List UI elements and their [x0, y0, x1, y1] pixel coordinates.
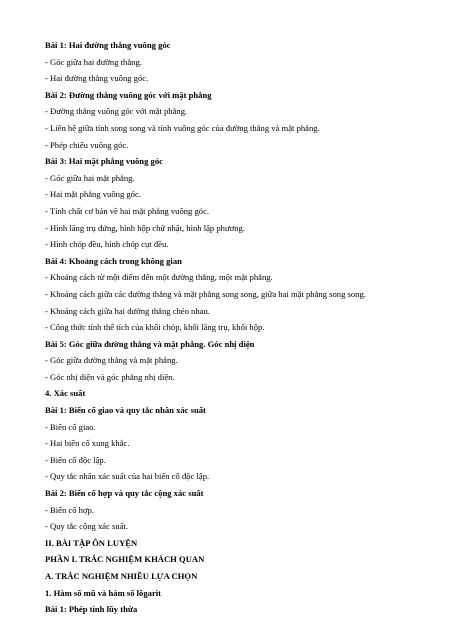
list-item: - Hai mặt phẳng vuông góc. [45, 189, 141, 200]
list-item: - Góc giữa hai đường thẳng. [45, 56, 142, 67]
list-item: - Góc nhị diện và góc phẳng nhị diện. [45, 371, 175, 382]
list-item: - Biến cố độc lập. [45, 454, 106, 465]
list-item: - Khoảng cách giữa các đường thẳng và mặt phẳng song song, giữa hai mặt phẳng song song. [45, 288, 366, 299]
list-item: - Đường thẳng vuông góc với mặt phẳng. [45, 106, 188, 117]
heading-bai-1-hai-duong-thang: Bài 1: Hai đường thẳng vuông góc [45, 40, 171, 50]
heading-bai-1-bien-co-giao: Bài 1: Biến cố giao và quy tắc nhân xác suất [45, 405, 206, 416]
list-item: - Biến cố hợp. [45, 504, 94, 515]
list-item: - Hình chóp đều, hình chóp cụt đều. [45, 239, 169, 250]
list-item: - Góc giữa đường thẳng và mặt phẳng. [45, 355, 178, 366]
list-item: - Khoảng cách từ một điểm đến một đường thẳng, một mặt phẳng. [45, 272, 273, 283]
list-item: - Khoảng cách giữa hai đường thẳng chéo nhau. [45, 305, 210, 316]
list-item: - Liên hệ giữa tính song song và tính vuông góc của đường thẳng và mặt phẳng. [45, 122, 320, 133]
heading-bai-4-khoang-cach: Bài 4: Khoảng cách trong không gian [45, 255, 182, 266]
section-heading-xac-suat: 4. Xác suất [45, 388, 86, 399]
list-item: - Biến cố giao. [45, 421, 96, 432]
section-heading-trac-nghiem-nhieu-lua-chon: A. TRẮC NGHIỆM NHIỀU LỰA CHỌN [45, 571, 198, 581]
list-item: - Hai đường thẳng vuông góc. [45, 73, 149, 84]
list-item: - Hai biến cố xung khắc. [45, 438, 130, 449]
list-item: - Tính chất cơ bản về hai mặt phẳng vuông góc. [45, 205, 210, 216]
heading-bai-2-bien-co-hop: Bài 2: Biến cố hợp và quy tắc cộng xác suất [45, 488, 204, 499]
list-item: - Hình lăng trụ đứng, hình hộp chữ nhật, hình lập phương. [45, 222, 245, 233]
section-heading-phan-1: PHẦN I. TRẮC NGHIỆM KHÁCH QUAN [45, 554, 205, 565]
section-heading-bai-tap-on-luyen: II. BÀI TẬP ÔN LUYỆN [45, 537, 138, 548]
list-item: - Quy tắc nhân xác suất của hai biến cố độc lập. [45, 471, 210, 482]
list-item: - Công thức tính thể tích của khối chóp, khối lăng trụ, khối hộp. [45, 322, 265, 333]
heading-bai-2-duong-thang-mat-phang: Bài 2: Đường thẳng vuông góc với mặt phẳng [45, 89, 212, 100]
list-item: - Phép chiếu vuông góc. [45, 139, 129, 150]
list-item: - Quy tắc cộng xác suất. [45, 521, 129, 532]
heading-bai-1-phep-tinh-luy-thua: Bài 1: Phép tính lũy thừa [45, 604, 138, 615]
list-item: - Góc giữa hai mặt phẳng. [45, 172, 135, 183]
section-heading-ham-so-mu: 1. Hàm số mũ và hàm số lôgarit [45, 587, 162, 598]
heading-bai-3-hai-mat-phang: Bài 3: Hai mặt phẳng vuông góc [45, 156, 163, 167]
heading-bai-5-goc-nhi-dien: Bài 5: Góc giữa đường thẳng và mặt phẳng. Góc nhị diện [45, 338, 255, 349]
